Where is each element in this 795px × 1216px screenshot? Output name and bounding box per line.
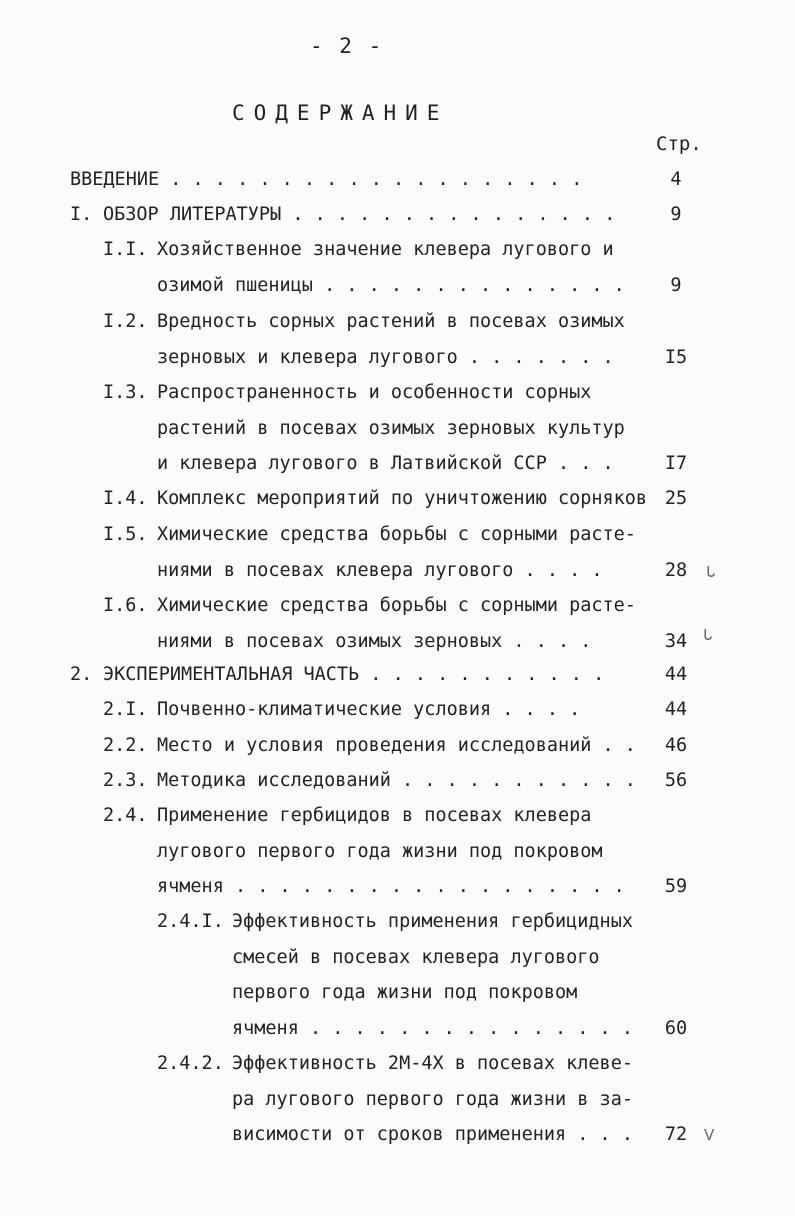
toc-entry-text: Вредность сорных растений в посевах озимых	[157, 311, 625, 332]
toc-entry-text: Комплекс мероприятий по уничтожению сорняков	[157, 488, 648, 509]
toc-entry-page: 9	[670, 204, 682, 225]
toc-entry-page: 34	[664, 630, 688, 652]
toc-entry-text: лугового первого года жизни под покровом	[157, 840, 603, 862]
toc-entry-page: 59	[664, 876, 688, 897]
toc-entry-text: Почвенно-климатические условия . . . .	[157, 699, 581, 720]
toc-entry-text: ВВЕДЕНИЕ . . . . . . . . . . . . . . . . . . .	[70, 169, 583, 190]
toc-entry-number: I.	[70, 204, 93, 225]
toc-entry-number: I.4.	[103, 488, 148, 509]
toc-entry-text: смесей в посевах клевера лугового	[232, 946, 600, 968]
toc-entry-text: Хозяйственное значение клевера лугового и	[157, 239, 614, 260]
toc-entry-number: I.2.	[103, 311, 148, 332]
page-column-label: Стр.	[656, 133, 702, 155]
toc-entry-number: I.I.	[103, 239, 148, 260]
toc-entry-number: 2.3.	[103, 770, 148, 791]
toc-entry-page: 60	[664, 1017, 688, 1039]
toc-entry-page: 46	[664, 735, 688, 756]
toc-entry-text: ячменя . . . . . . . . . . . . . . .	[232, 1017, 633, 1039]
margin-mark: ᒐ	[703, 626, 713, 644]
toc-entry-text: ниями в посевах клевера лугового . . . .	[157, 559, 603, 581]
toc-entry-number: 2.4.I.	[157, 911, 224, 932]
toc-entry-text: Эффективность применения гербицидных	[232, 911, 633, 932]
toc-entry-text: Химические средства борьбы с сорными расте-	[157, 595, 636, 616]
toc-entry-number: I.6.	[103, 595, 148, 616]
toc-entry-text: ра лугового первого года жизни в за-	[232, 1088, 633, 1110]
toc-entry-page: I5	[664, 346, 688, 368]
toc-entry-text: Химические средства борьбы с сорными расте-	[157, 524, 636, 545]
toc-entry-text: первого года жизни под покровом	[232, 982, 578, 1003]
toc-entry-number: 2.I.	[103, 699, 148, 720]
toc-entry-text: растений в посевах озимых зерновых культур	[157, 417, 625, 439]
toc-entry-text: висимости от сроков применения . . .	[232, 1124, 633, 1145]
toc-entry-number: 2.4.2.	[157, 1053, 224, 1074]
toc-entry-page: 9	[670, 274, 682, 296]
toc-entry-page: I7	[664, 453, 688, 474]
toc-entry-text: ниями в посевах озимых зерновых . . . .	[157, 630, 592, 652]
toc-entry-number: 2.4.	[103, 805, 148, 826]
toc-entry-number: I.3.	[103, 382, 148, 403]
toc-entry-text: Распространенность и особенности сорных	[157, 382, 592, 403]
toc-entry-text: Методика исследований . . . . . . . . . . .	[157, 770, 636, 791]
toc-entry-number: 2.	[70, 664, 93, 685]
toc-entry-text: Применение гербицидов в посевах клевера	[157, 805, 592, 826]
toc-entry-number: I.5.	[103, 524, 148, 545]
toc-entry-text: и клевера лугового в Латвийской ССР . . .	[157, 453, 614, 474]
toc-entry-text: ЭКСПЕРИМЕНТАЛЬНАЯ ЧАСТЬ . . . . . . . . . . .	[103, 664, 605, 685]
toc-entry-number: 2.2.	[103, 735, 148, 756]
toc-entry-text: зерновых и клевера лугового . . . . . . .	[157, 346, 614, 368]
toc-entry-page: 25	[664, 488, 688, 509]
toc-entry-text: Эффективность 2М-4Х в посевах клеве-	[232, 1053, 633, 1074]
toc-entry-text: озимой пшеницы . . . . . . . . . . . . . .	[157, 274, 625, 296]
page-number: - 2 -	[310, 34, 384, 58]
toc-entry-page: 44	[664, 699, 688, 720]
toc-entry-text: Место и условия проведения исследований . .	[157, 735, 636, 756]
toc-entry-text: ОБЗОР ЛИТЕРАТУРЫ . . . . . . . . . . . . . . .	[103, 204, 616, 225]
toc-entry-page: 56	[664, 770, 688, 791]
toc-entry-page: 4	[670, 169, 682, 190]
toc-entry-page: 44	[664, 664, 688, 685]
margin-mark: ᒐ	[706, 563, 716, 581]
toc-entry-page: 28	[664, 559, 688, 581]
toc-entry-text: ячменя . . . . . . . . . . . . . . . . . .	[157, 876, 625, 897]
page-title: СОДЕРЖАНИЕ	[232, 101, 449, 125]
margin-mark: ᐯ	[704, 1126, 715, 1144]
toc-entry-page: 72	[664, 1124, 688, 1145]
